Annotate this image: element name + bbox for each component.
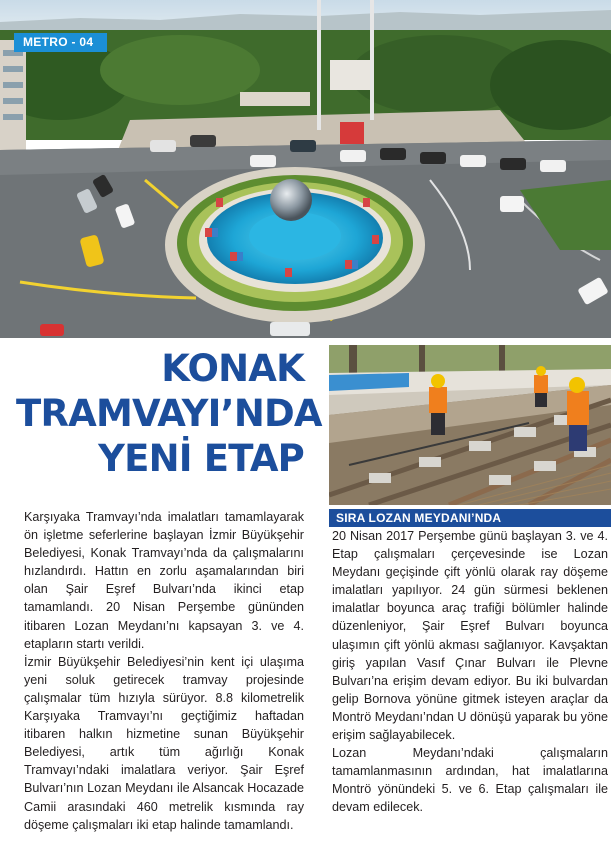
left-column	[24, 508, 304, 834]
left-paragraph-2: İzmir Büyükşehir Belediyesi’nin kent içi ulaşıma yeni soluk getirecek tramvay projesinde çalışmalar tüm hızıyla sürüyor. 8.8 kilometrelik Karşıyaka Tramvayı’nı geçtiğimiz haftadan itibaren halkın hizmetine sunan Büyükşehir Belediyesi, artık tüm ağırlığı Konak Tramvayı’ndaki imalatlara veriyor. Şair Eşref Bulvarı’nın Lozan Meydanı ile Alsancak Hocazade Camii arasındaki 460 metrelik kısmında ray döşeme çalışmaları iki etap halinde tamamlandı.	[24, 654, 304, 832]
headline-line-1: KONAK	[161, 347, 304, 390]
section-tag: METRO - 04	[14, 33, 107, 52]
tram-rail-construction-illustration	[329, 345, 611, 505]
tram-construction-photo	[329, 345, 611, 505]
right-paragraph-1: 20 Nisan 2017 Perşembe günü başlayan 3. ve 4. Etap çalışmaları çerçevesinde ise Lozan Meydanı geçişinde çift yönlü olarak ray döşeme imalatları yapılıyor. 24 gün sürmesi beklenen imalatlar boyunca araç trafiği bölümler halinde düzenleniyor, Şair Eşref Bulvarı boyunca ulaşımın çift yönlü akması sağlanıyor. Kavşaktan giriş yapılan Vasıf Çınar Bulvarı ile Plevne Bulvarı’na erişim devam ediyor. Bu iki bulvardan gelip Bornova yönüne gitmek isteyen araçlar da Montrö Meydanı’ndan U dönüşü yaparak bu yöne erişim sağlayabilecek.	[332, 529, 608, 743]
subheading-bar: SIRA LOZAN MEYDANI’NDA	[329, 509, 611, 527]
headline-line-3: YENİ ETAP	[98, 437, 304, 480]
article-headline	[16, 346, 322, 481]
headline-line-2: TRAMVAYI’NDA	[16, 392, 322, 435]
hero-photo	[0, 0, 611, 338]
right-column	[332, 527, 608, 817]
left-paragraph-1: Karşıyaka Tramvayı’nda imalatları tamamlayarak ön işletme seferlerine başlayan İzmir Büyükşehir Belediyesi, Konak Tramvayı’nda da çalışmalarını hızlandırdı. Hattın en zorlu aşamalarından biri olan Şair Eşref Bulvarı’nda ikinci etap tamamlandı. 20 Nisan Perşembe gününden itibaren Lozan Meydanı’nı kapsayan 3. ve 4. etapların startı verildi.	[24, 510, 304, 651]
right-paragraph-2: Lozan Meydanı’ndaki çalışmaların tamamlanmasının ardından, hat imalatlarına Montrö yönündeki 5. ve 6. Etap çalışmaları ile devam edilecek.	[332, 746, 608, 815]
